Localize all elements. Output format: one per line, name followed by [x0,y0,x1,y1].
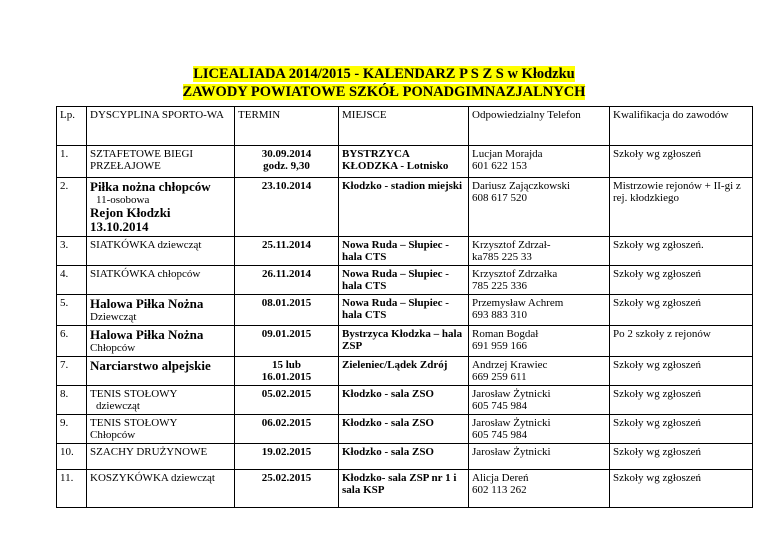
row-term: 23.10.2014 [235,178,339,237]
row-lp: 4. [57,266,87,295]
row-term: 08.01.2015 [235,295,339,326]
contact-name: Andrzej Krawiec [472,359,548,371]
contact-name: Krzysztof Zdrzałka [472,268,558,280]
row-discipline: SIATKÓWKA dziewcząt [87,237,235,266]
row-place: Nowa Ruda – Słupiec - hala CTS [339,266,469,295]
row-qualification: Po 2 szkoły z rejonów [610,326,753,357]
row-contact [469,386,610,415]
contact-phone: 669 259 611 [472,371,527,383]
contact-name: Jarosław Żytnicki [472,417,551,429]
contact-phone: 605 745 984 [472,400,527,412]
discipline-text: TENIS STOŁOWY [90,388,178,400]
table-row [57,178,753,237]
row-qualification: Szkoły wg zgłoszeń [610,470,753,508]
document-title-line-1 [0,65,768,83]
row-place: Nowa Ruda – Słupiec - hala CTS [339,237,469,266]
header-lp: Lp. [57,107,87,146]
table-row [57,415,753,444]
term-date: 30.09.2014 [261,148,312,160]
row-contact [469,357,610,386]
contact-phone: 785 225 336 [472,280,527,292]
row-discipline [87,357,235,386]
contact-name: Przemysław Achrem [472,297,564,309]
header-place: MIEJSCE [339,107,469,146]
row-place: Zieleniec/Lądek Zdrój [339,357,469,386]
discipline-subtitle: Chłopców [90,342,136,354]
contact-phone: 605 745 984 [472,429,527,441]
row-place: Kłodzko - sala ZSO [339,415,469,444]
row-qualification: Szkoły wg zgłoszeń [610,146,753,178]
row-lp: 8. [57,386,87,415]
row-term: 05.02.2015 [235,386,339,415]
row-place: BYSTRZYCA KŁODZKA - Lotnisko [339,146,469,178]
table-row [57,295,753,326]
header-discipline: DYSCYPLINA SPORTO-WA [87,107,235,146]
table-row [57,146,753,178]
row-discipline: KOSZYKÓWKA dziewcząt [87,470,235,508]
document-title-line-2 [0,83,768,101]
discipline-subtitle: Dziewcząt [90,311,137,323]
discipline-subtitle: Chłopców [90,429,136,441]
row-discipline [87,178,235,237]
header-term: TERMIN [235,107,339,146]
row-qualification: Szkoły wg zgłoszeń [610,386,753,415]
discipline-text: TENIS STOŁOWY [90,417,178,429]
term-time: godz. 9,30 [263,160,310,172]
row-contact [469,470,610,508]
row-term: 09.01.2015 [235,326,339,357]
row-qualification: Szkoły wg zgłoszeń. [610,237,753,266]
table-header-row [57,107,753,146]
row-place: Kłodzko- sala ZSP nr 1 i sala KSP [339,470,469,508]
contact-name: Dariusz Zajączkowski [472,180,571,192]
row-lp: 5. [57,295,87,326]
row-discipline: SZACHY DRUŻYNOWE [87,444,235,470]
row-contact [469,295,610,326]
table-row [57,326,753,357]
row-contact [469,266,610,295]
contact-phone: 608 617 520 [472,192,527,204]
row-contact [469,415,610,444]
row-term: 19.02.2015 [235,444,339,470]
discipline-text: SZTAFETOWE BIEGI PRZEŁAJOWE [90,148,194,172]
row-lp: 9. [57,415,87,444]
row-contact [469,237,610,266]
contact-phone: 602 113 262 [472,484,527,496]
row-discipline [87,146,235,178]
table-row [57,444,753,470]
row-contact [469,444,610,470]
row-qualification: Szkoły wg zgłoszeń [610,415,753,444]
discipline-text: Halowa Piłka Nożna [90,327,204,342]
header-qualification: Kwalifikacja do zawodów [610,107,753,146]
term-date: 15 lub [271,359,302,371]
contact-name: Jarosław Żytnicki [472,388,551,400]
row-qualification: Mistrzowie rejonów + II-gi z rej. kłodzkiego [610,178,753,237]
row-contact [469,178,610,237]
header-contact: Odpowiedzialny Telefon [469,107,610,146]
contact-phone: ka785 225 33 [472,251,532,263]
row-qualification: Szkoły wg zgłoszeń [610,266,753,295]
discipline-subtitle: 11-osobowa [96,194,150,206]
table-row [57,266,753,295]
row-lp: 10. [57,444,87,470]
row-term: 25.11.2014 [235,237,339,266]
row-qualification: Szkoły wg zgłoszeń [610,357,753,386]
contact-name: Krzysztof Zdrzał- [472,239,551,251]
contact-name: Jarosław Żytnicki [472,446,551,458]
row-discipline [87,326,235,357]
term-date-alt: 16.01.2015 [261,371,312,383]
row-place: Bystrzyca Kłodzka – hala ZSP [339,326,469,357]
contact-phone: 691 959 166 [472,340,527,352]
discipline-text: Piłka nożna chłopców [90,179,211,194]
title-line-2-text: ZAWODY POWIATOWE SZKÓŁ PONADGIMNAZJALNYCH [182,84,586,100]
row-qualification: Szkoły wg zgłoszeń [610,444,753,470]
contact-phone: 601 622 153 [472,160,527,172]
discipline-region: Rejon Kłodzki [90,205,171,220]
row-lp: 11. [57,470,87,508]
row-place: Kłodzko - sala ZSO [339,444,469,470]
row-qualification: Szkoły wg zgłoszeń [610,295,753,326]
row-term [235,357,339,386]
discipline-subtitle: dziewcząt [96,400,140,412]
row-term: 06.02.2015 [235,415,339,444]
contact-phone: 693 883 310 [472,309,527,321]
title-line-1-text: LICEALIADA 2014/2015 - KALENDARZ P S Z S w Kłodzku [193,66,575,82]
discipline-text: Narciarstwo alpejskie [90,358,211,373]
row-lp: 7. [57,357,87,386]
contact-name: Alicja Dereń [472,472,529,484]
row-lp: 3. [57,237,87,266]
row-lp: 1. [57,146,87,178]
table-row [57,357,753,386]
row-term [235,146,339,178]
row-discipline: SIATKÓWKA chłopców [87,266,235,295]
row-lp: 6. [57,326,87,357]
row-contact [469,146,610,178]
row-discipline [87,386,235,415]
discipline-text: Halowa Piłka Nożna [90,296,204,311]
table-row [57,237,753,266]
row-place: Nowa Ruda – Słupiec - hala CTS [339,295,469,326]
contact-name: Roman Bogdał [472,328,539,340]
row-term: 25.02.2015 [235,470,339,508]
row-term: 26.11.2014 [235,266,339,295]
row-lp: 2. [57,178,87,237]
row-place: Kłodzko - sala ZSO [339,386,469,415]
row-discipline [87,415,235,444]
row-contact [469,326,610,357]
row-discipline [87,295,235,326]
table-row [57,386,753,415]
discipline-region-date: 13.10.2014 [90,219,149,234]
table-row [57,470,753,508]
calendar-table [56,106,753,508]
row-place: Kłodzko - stadion miejski [339,178,469,237]
contact-name: Lucjan Morajda [472,148,543,160]
